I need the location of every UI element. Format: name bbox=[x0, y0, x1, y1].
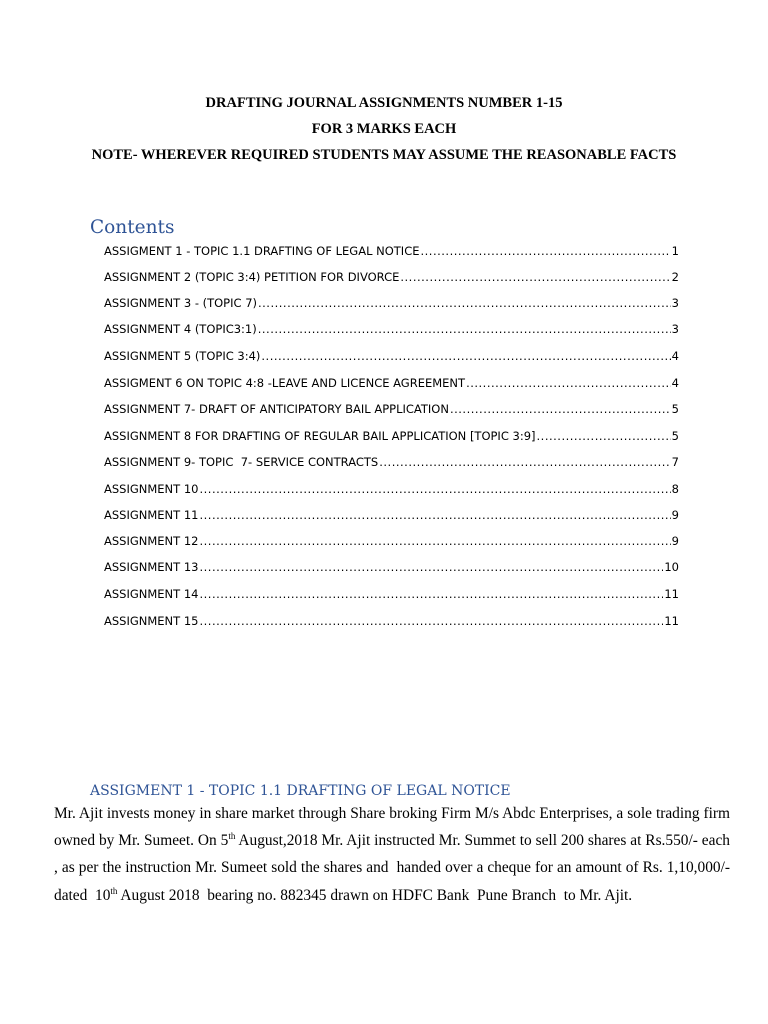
toc-entry-text: ASSIGNMENT 11 bbox=[104, 508, 199, 522]
document-subtitle: FOR 3 MARKS EACH bbox=[311, 121, 457, 137]
toc-entry-page: 8 bbox=[671, 482, 679, 496]
toc-heading: Contents bbox=[90, 217, 175, 238]
toc-entry-text: ASSIGNMENT 14 bbox=[104, 587, 199, 601]
toc-entry[interactable] bbox=[104, 346, 679, 364]
toc-entry-page: 2 bbox=[671, 270, 679, 284]
ordinal-suffix: th bbox=[228, 831, 236, 842]
toc-entry[interactable] bbox=[104, 584, 679, 602]
toc-dot-leader bbox=[379, 454, 670, 470]
toc-entry[interactable] bbox=[104, 319, 679, 337]
toc-dot-leader bbox=[450, 401, 671, 417]
toc-entry-page: 5 bbox=[671, 402, 679, 416]
toc-entry[interactable] bbox=[104, 611, 679, 629]
toc-entry-page: 4 bbox=[671, 349, 679, 363]
toc-dot-leader bbox=[199, 507, 670, 523]
toc-entry[interactable] bbox=[104, 557, 679, 575]
toc-entry-page: 11 bbox=[664, 614, 679, 628]
toc-entry-text: ASSIGNMENT 7- DRAFT OF ANTICIPATORY BAIL APPLICATION bbox=[104, 402, 449, 416]
toc-entry[interactable] bbox=[104, 241, 679, 259]
body-text: August 2018 bearing no. 882345 drawn on HDFC Bank Pune Branch to Mr. Ajit. bbox=[117, 886, 633, 904]
body-paragraph bbox=[54, 800, 734, 909]
toc-entry[interactable] bbox=[104, 505, 679, 523]
toc-entry-page: 11 bbox=[664, 587, 679, 601]
toc-dot-leader bbox=[400, 269, 670, 285]
toc-dot-leader bbox=[261, 348, 670, 364]
toc-entry-text: ASSIGNMENT 13 bbox=[104, 560, 199, 574]
document-note: NOTE- WHEREVER REQUIRED STUDENTS MAY ASSUME THE REASONABLE FACTS bbox=[91, 147, 677, 163]
toc-entry-text: ASSIGNMENT 15 bbox=[104, 614, 199, 628]
toc-entry-text: ASSIGMENT 1 - TOPIC 1.1 DRAFTING OF LEGAL NOTICE bbox=[104, 244, 420, 258]
toc-entry[interactable] bbox=[104, 293, 679, 311]
toc-dot-leader bbox=[199, 613, 663, 629]
toc-dot-leader bbox=[258, 295, 671, 311]
toc-entry-text: ASSIGNMENT 8 FOR DRAFTING OF REGULAR BAIL APPLICATION [TOPIC 3:9] bbox=[104, 429, 536, 443]
toc-entry-page: 5 bbox=[671, 429, 679, 443]
toc-entry[interactable] bbox=[104, 531, 679, 549]
toc-dot-leader bbox=[199, 481, 670, 497]
body-text: August,2018 Mr. Ajit instructed Mr. Summet to sell 200 shares at Rs.550/- each , as per the instruction Mr. Sumeet sold the shares and handed over a cheque for an amount of Rs. 1,10,000/- dated 10 bbox=[54, 832, 734, 904]
toc-entry-page: 10 bbox=[664, 560, 679, 574]
toc-dot-leader bbox=[258, 321, 671, 337]
toc-entry-page: 3 bbox=[671, 322, 679, 336]
toc-entry[interactable] bbox=[104, 426, 679, 444]
toc-dot-leader bbox=[199, 533, 670, 549]
document-title: DRAFTING JOURNAL ASSIGNMENTS NUMBER 1-15 bbox=[205, 95, 563, 111]
toc-entry-text: ASSIGNMENT 10 bbox=[104, 482, 199, 496]
toc-entry-page: 9 bbox=[671, 534, 679, 548]
toc-entry-page: 9 bbox=[671, 508, 679, 522]
toc-entry-text: ASSIGNMENT 4 (TOPIC3:1) bbox=[104, 322, 257, 336]
toc-dot-leader bbox=[421, 243, 671, 259]
toc-entry[interactable] bbox=[104, 373, 679, 391]
toc-entry-page: 7 bbox=[671, 455, 679, 469]
toc-entry-page: 1 bbox=[671, 244, 679, 258]
toc-entry[interactable] bbox=[104, 452, 679, 470]
toc-entry-text: ASSIGMENT 6 ON TOPIC 4:8 -LEAVE AND LICENCE AGREEMENT bbox=[104, 376, 466, 390]
toc-entry-text: ASSIGNMENT 2 (TOPIC 3:4) PETITION FOR DIVORCE bbox=[104, 270, 400, 284]
toc-entry-page: 4 bbox=[671, 376, 679, 390]
section-heading: ASSIGMENT 1 - TOPIC 1.1 DRAFTING OF LEGAL NOTICE bbox=[90, 783, 511, 799]
toc-dot-leader bbox=[466, 375, 671, 391]
toc-entry-text: ASSIGNMENT 3 - (TOPIC 7) bbox=[104, 296, 257, 310]
ordinal-suffix: th bbox=[110, 885, 118, 896]
toc-entry-text: ASSIGNMENT 12 bbox=[104, 534, 199, 548]
toc-entry[interactable] bbox=[104, 267, 679, 285]
toc-entry[interactable] bbox=[104, 479, 679, 497]
toc-dot-leader bbox=[537, 428, 671, 444]
toc-entry[interactable] bbox=[104, 399, 679, 417]
toc-entry-text: ASSIGNMENT 5 (TOPIC 3:4) bbox=[104, 349, 261, 363]
toc-entry-page: 3 bbox=[671, 296, 679, 310]
toc-dot-leader bbox=[199, 586, 663, 602]
toc-dot-leader bbox=[199, 559, 663, 575]
toc-entry-text: ASSIGNMENT 9- TOPIC 7- SERVICE CONTRACTS bbox=[104, 455, 379, 469]
body-text: Mr. Ajit invests money in share market through Share broking Firm M/s Abdc Enterprises, a sole trading firm owned by Mr. Sumeet. On 5 bbox=[54, 805, 730, 850]
